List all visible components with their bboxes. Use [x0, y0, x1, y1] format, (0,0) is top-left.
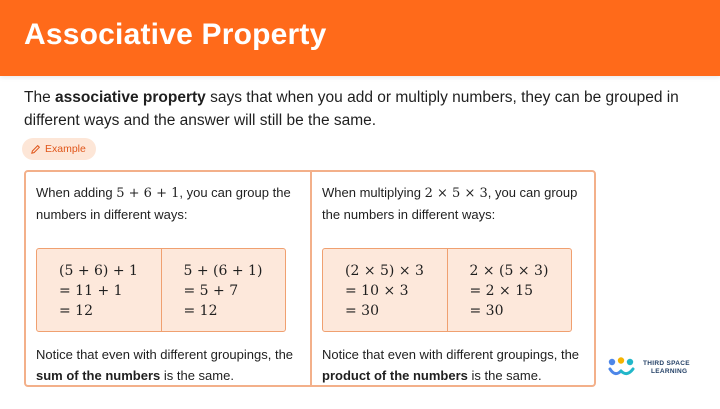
addition-notice [36, 344, 306, 386]
notice-bold: product of the numbers [322, 368, 468, 383]
addition-lead [36, 182, 306, 225]
multiplication-lead [322, 182, 592, 225]
math-line: 2 × (5 × 3) [469, 263, 549, 279]
math-line: = 12 [183, 303, 218, 319]
multiplication-grouping-1 [323, 249, 447, 331]
notice-text-end: is the same. [160, 368, 234, 383]
math-line: = 11 + 1 [59, 283, 123, 299]
intro-text [24, 86, 694, 132]
math-line: = 30 [469, 303, 504, 319]
multiplication-expression: 2 × 5 × 3 [424, 186, 488, 201]
notice-text: Notice that even with different groupings, the [322, 347, 580, 362]
intro-part2: says that when you add or multiply numbers, they can be grouped in different ways and the answer will still be the same. [24, 89, 679, 129]
multiplication-lead-text: When multiplying [322, 185, 425, 200]
notice-bold: sum of the numbers [36, 368, 161, 383]
addition-math-box [36, 248, 286, 332]
logo-text [643, 360, 690, 376]
logo-mark-icon [607, 357, 637, 379]
multiplication-math-box [322, 248, 572, 332]
math-line: (5 + 6) + 1 [59, 263, 138, 279]
page-title: Associative Property [24, 18, 327, 51]
addition-expression: 5 + 6 + 1 [116, 186, 180, 201]
third-space-learning-logo [607, 357, 690, 379]
math-line: = 10 × 3 [345, 283, 409, 299]
multiplication-lead-text-2: , you can group the numbers in different ways: [322, 185, 578, 222]
math-line: = 30 [345, 303, 379, 319]
intro-bold-term: associative property [55, 89, 206, 106]
math-line: (2 × 5) × 3 [345, 263, 424, 279]
intro-part1: The [24, 89, 56, 106]
pencil-icon [30, 144, 41, 155]
addition-grouping-1 [37, 249, 161, 331]
example-badge [22, 138, 96, 160]
math-line: = 5 + 7 [183, 283, 239, 299]
example-badge-label: Example [45, 143, 86, 155]
addition-lead-text: When adding [36, 185, 117, 200]
math-line: = 12 [59, 303, 93, 319]
card-divider [310, 172, 312, 385]
notice-text: Notice that even with different groupings, the [36, 347, 294, 362]
addition-lead-text-2: , you can group the numbers in different ways: [36, 185, 291, 222]
header-banner [0, 0, 720, 76]
math-line: = 2 × 15 [469, 283, 534, 299]
addition-grouping-2 [161, 249, 286, 331]
notice-text-end: is the same. [467, 368, 542, 383]
multiplication-grouping-2 [447, 249, 572, 331]
multiplication-notice [322, 344, 592, 386]
logo-line-1: THIRD SPACE [643, 360, 690, 367]
logo-line-2: LEARNING [651, 368, 688, 375]
math-line: 5 + (6 + 1) [183, 263, 263, 279]
